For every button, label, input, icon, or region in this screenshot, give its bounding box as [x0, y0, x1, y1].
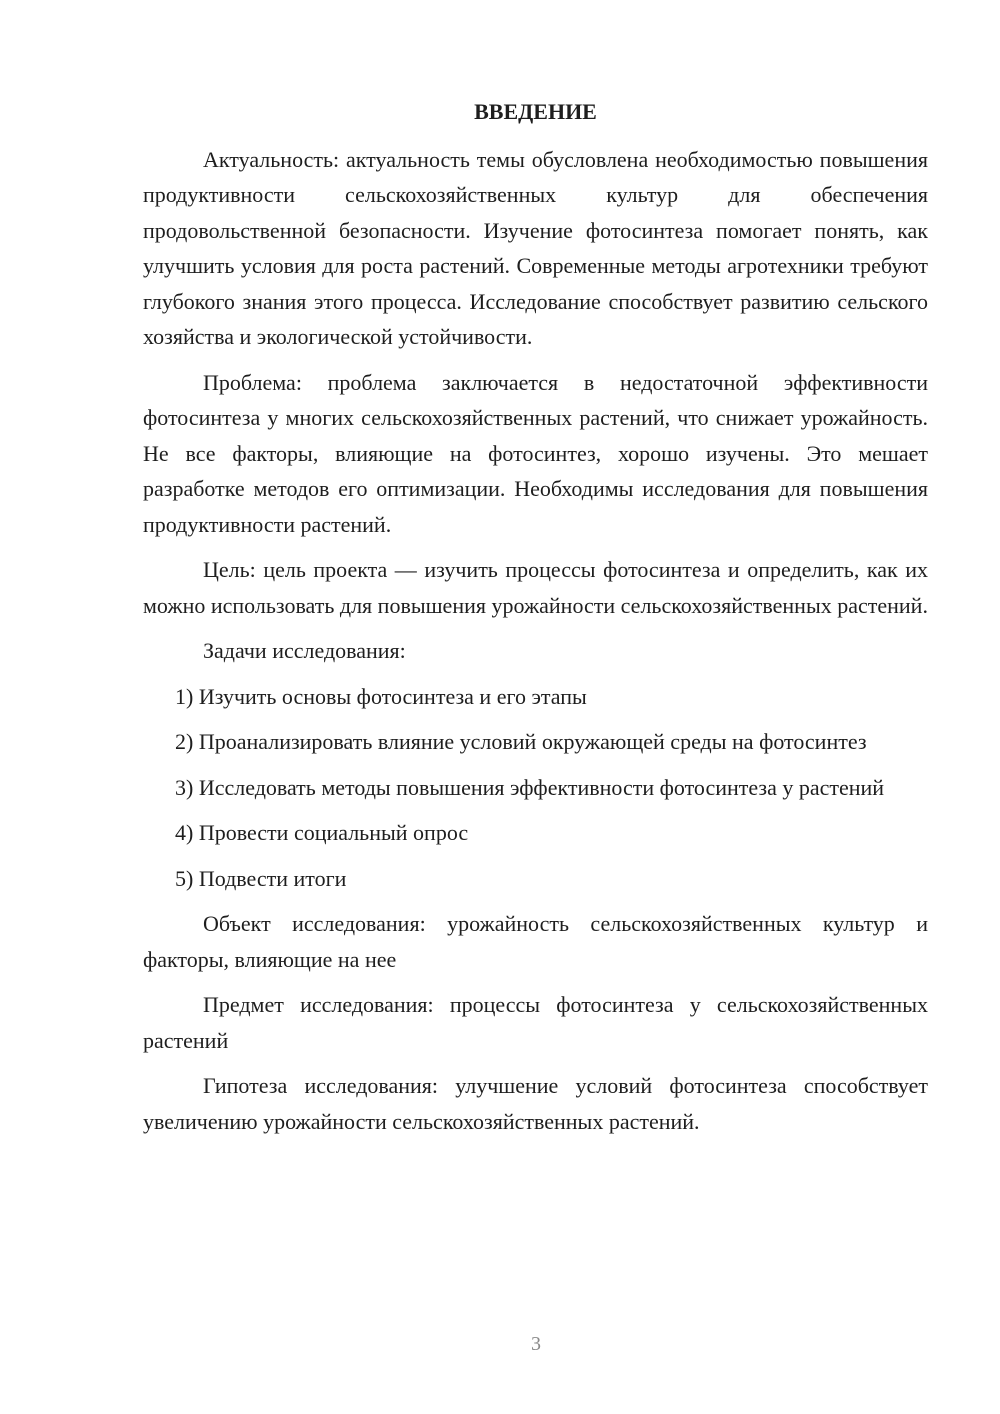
- paragraph-hypothesis: Гипотеза исследования: улучшение условий фотосинтеза способствует увеличению урожайности сельскохозяйственных растений.: [143, 1073, 928, 1134]
- paragraph-relevance: Актуальность: актуальность темы обусловлена необходимостью повышения продуктивности сельскохозяйственных культур для обеспечения продовольственной безопасности. Изучение фотосинтеза помогает понять, как улучшить условия для роста растений. Современные методы агротехники требуют глубокого знания этого процесса. Исследование способствует развитию сельского хозяйства и экологической устойчивости.: [143, 146, 928, 349]
- task-item-4: 4) Провести социальный опрос: [175, 820, 469, 845]
- task-item-3: 3) Исследовать методы повышения эффективности фотосинтеза у растений: [175, 774, 885, 800]
- task-item-2: 2) Проанализировать влияние условий окружающей среды на фотосинтез: [175, 729, 867, 754]
- page-content: [143, 94, 928, 1149]
- task-item-1: 1) Изучить основы фотосинтеза и его этапы: [175, 683, 587, 709]
- section-title: ВВЕДЕНИЕ: [474, 99, 597, 124]
- paragraph-problem: Проблема: проблема заключается в недостаточной эффективности фотосинтеза у многих сельскохозяйственных растений, что снижает урожайность. Не все факторы, влияющие на фотосинтез, хорошо изучены. Это мешает разработке методов его оптимизации. Необходимы исследования для повышения продуктивности растений.: [143, 369, 928, 537]
- paragraph-object: Объект исследования: урожайность сельскохозяйственных культур и факторы, влияющие на нее: [143, 911, 928, 972]
- paragraph-goal: Цель: цель проекта — изучить процессы фотосинтеза и определить, как их можно использовать для повышения урожайности сельскохозяйственных растений.: [143, 557, 928, 618]
- paragraph-subject: Предмет исследования: процессы фотосинтеза у сельскохозяйственных растений: [143, 992, 928, 1053]
- tasks-heading: Задачи исследования:: [203, 638, 406, 663]
- task-item-5: 5) Подвести итоги: [175, 865, 347, 891]
- page-number: 3: [531, 1333, 541, 1355]
